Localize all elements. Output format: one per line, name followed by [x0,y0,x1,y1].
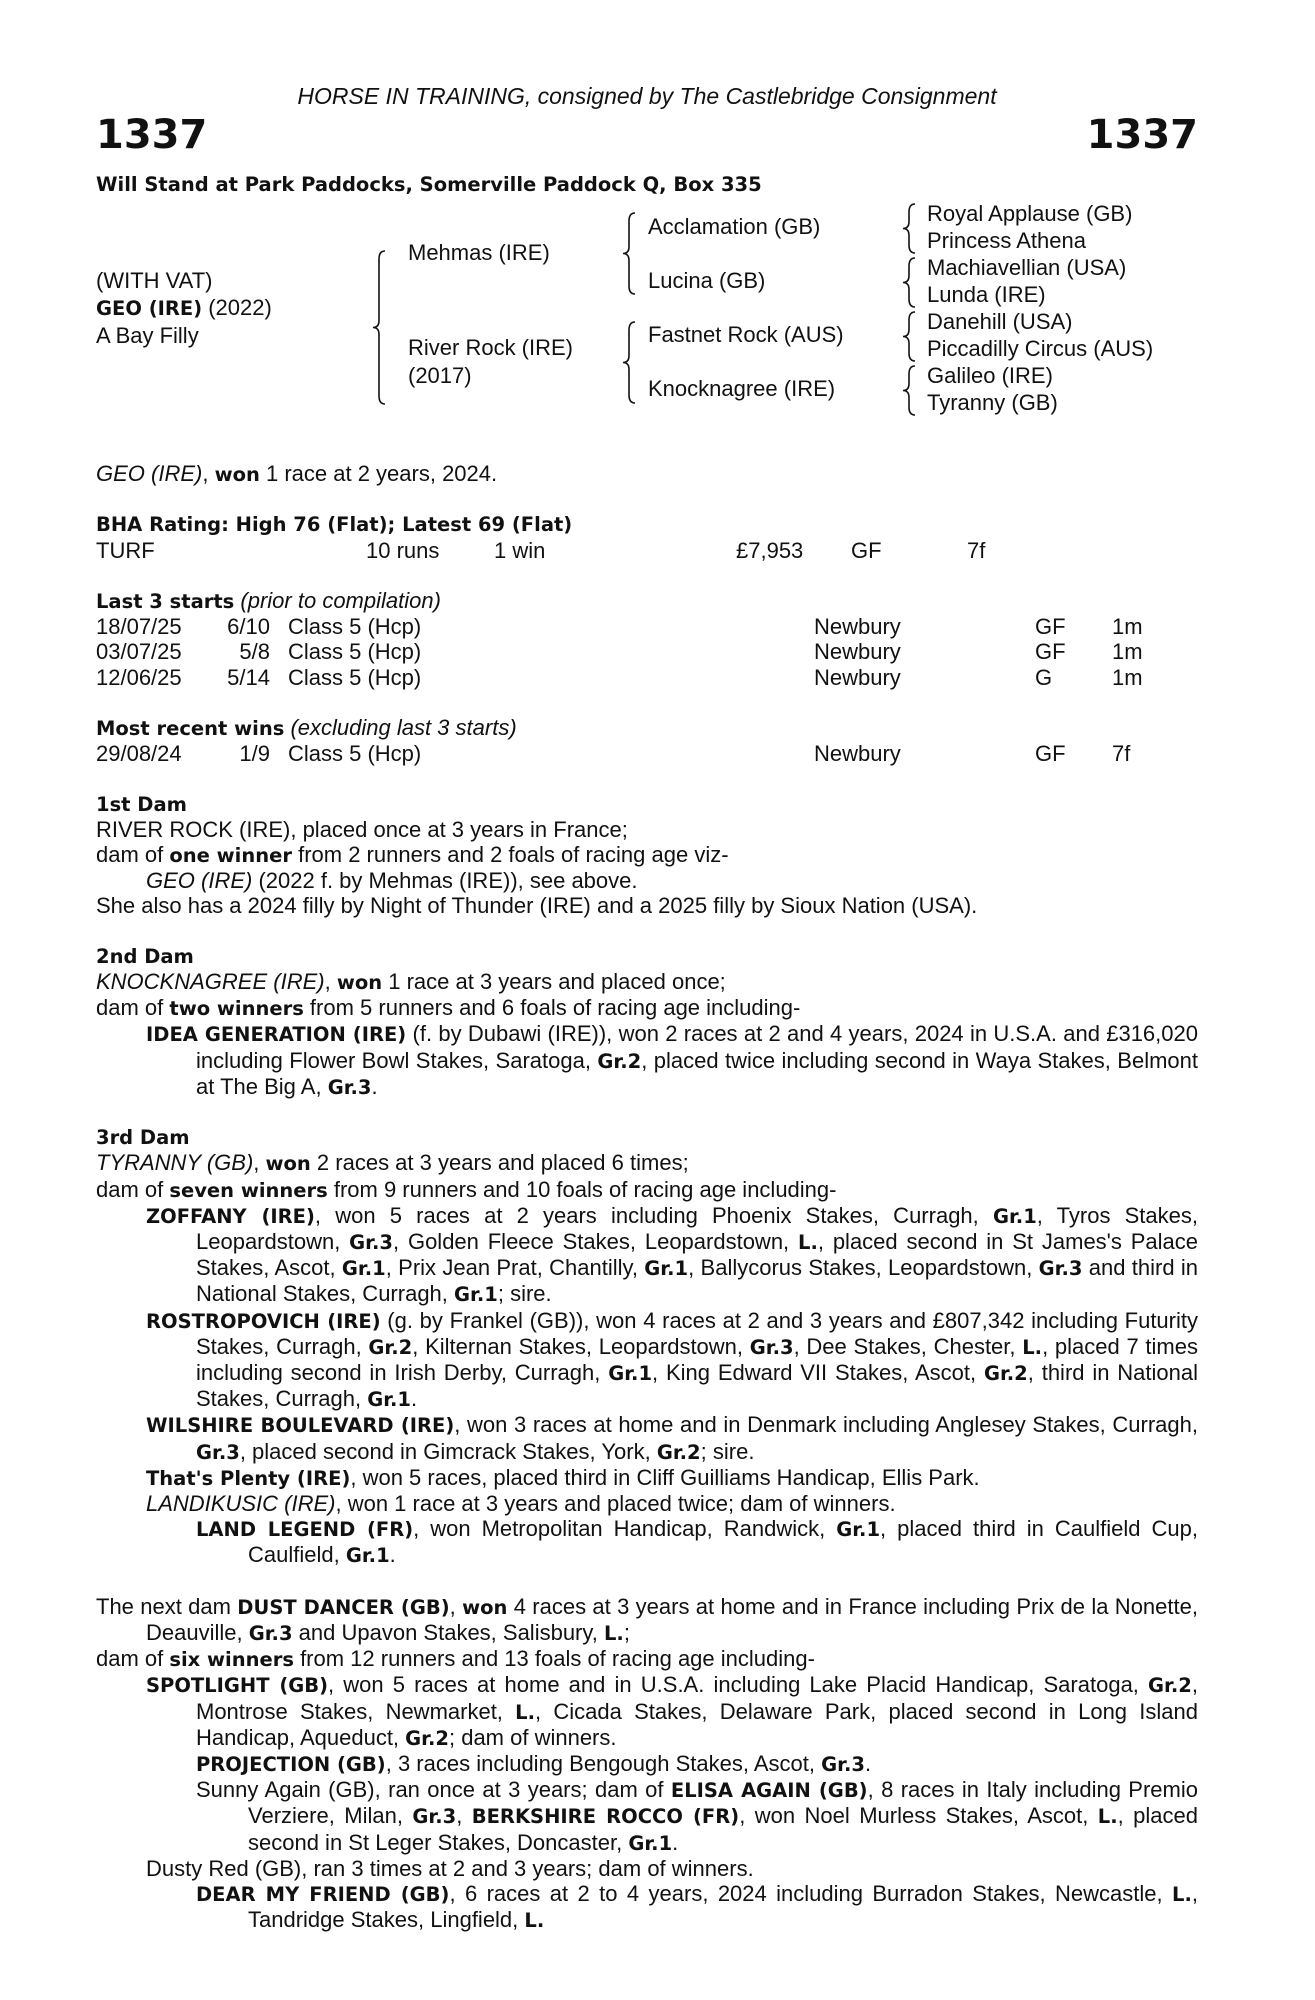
race-pos: 5/14 [227,664,270,690]
progeny-entry [96,1856,1198,1881]
emphasis-text: BERKSHIRE ROCCO (FR) [471,1805,740,1829]
dam-paragraph [96,893,1198,918]
text-run: , 3 races including Bengough Stakes, Ascot, [385,1750,822,1776]
emphasis-text: PROJECTION (GB) [196,1752,386,1776]
text-run: , [449,1593,463,1619]
emphasis-text: L. [515,1700,536,1724]
surface: TURF [96,537,155,563]
race-distance: 1m [1112,639,1143,665]
emphasis-text: That's Plenty (IRE) [146,1466,351,1490]
horse-description: A Bay Filly [96,323,199,348]
text-run: , Cicada Stakes, Delaware Park, placed second in Long Island Handicap, Aqueduct, [196,1698,1198,1750]
progeny-entry [96,1777,1198,1856]
text-run: , won Noel Murless Stakes, Ascot, [739,1803,1098,1829]
emphasis-text: Gr.2 [656,1440,701,1464]
text-run: 2 races at 3 years and placed 6 times; [310,1150,689,1176]
sire-line-brace-icon [623,212,635,295]
grandparent: Fastnet Rock (AUS) [648,322,844,347]
text-run: , placed twice including second in Waya Stakes, Belmont at The Big A, [196,1047,1198,1099]
emphasis-text: Gr.2 [368,1335,413,1359]
vat-note: (WITH VAT) [96,268,213,293]
emphasis-text: Gr.3 [1038,1257,1083,1281]
race-row [96,665,1198,690]
progeny-entry [96,1491,1198,1516]
emphasis-text: ZOFFANY (IRE) [146,1204,315,1228]
last-starts-heading [96,588,1198,614]
heading-note: (prior to compilation) [234,587,441,613]
text-run: GEO (IRE) [146,868,253,894]
race-pos: 1/9 [239,741,270,767]
race-date: 18/07/25 [96,614,182,640]
text-run: She also has a 2024 filly by Night of Thunder (IRE) and a 2025 filly by Sioux Nation (USA). [96,893,978,919]
great-grandparent: Galileo (IRE) [927,363,1053,388]
great-grandparent: Princess Athena [927,228,1086,253]
recent-wins-heading [96,715,1198,741]
text-run: 1 race at 3 years and placed once; [382,968,726,994]
progeny-entry [96,1203,1198,1308]
emphasis-text: L. [524,1909,545,1933]
text-run: , Kilternan Stakes, Leopardstown, [412,1333,750,1359]
text-run: . [371,1073,378,1099]
distance: 7f [967,537,986,563]
race-course: Newbury [814,614,901,640]
dam-paragraph [96,842,1198,868]
text-run: , [202,461,215,486]
emphasis-text: Gr.2 [597,1049,642,1073]
emphasis-text: Gr.3 [196,1440,240,1464]
text-run: Sunny Again (GB), ran once at 3 years; dam of [196,1777,671,1803]
emphasis-text: IDEA GENERATION (IRE) [146,1023,407,1047]
emphasis-text: Gr.2 [1148,1674,1192,1698]
text-run: LANDIKUSIC (IRE) [146,1490,336,1516]
emphasis-text: Gr.1 [454,1283,498,1307]
text-run: from 5 runners and 6 foals of racing age including- [303,995,801,1021]
race-race: Class 5 (Hcp) [288,664,422,690]
dam-paragraph [96,817,1198,842]
text-run: , won 5 races, placed third in Cliff Guilliams Handicap, Ellis Park. [350,1464,980,1490]
emphasis-text: won [336,970,383,994]
emphasis-text: L. [1022,1335,1043,1359]
race-distance: 1m [1112,614,1143,640]
text-run: , Prix Jean Prat, Chantilly, [385,1255,645,1281]
lot-number-right: 1337 [1086,112,1198,158]
text-run: TYRANNY (GB) [96,1150,254,1176]
text-run: , placed 7 times including second in Irish Derby, Curragh, [196,1333,1198,1385]
runs: 10 runs [366,537,440,563]
progeny-entry [96,1751,1198,1777]
text-run: KNOCKNAGREE (IRE) [96,968,325,994]
race-row [96,639,1198,664]
emphasis-text: WILSHIRE BOULEVARD (IRE) [146,1414,455,1438]
text-run: , placed second in St James's Palace Stakes, Ascot, [196,1228,1198,1281]
great-grandparent: Machiavellian (USA) [927,255,1127,280]
dam-line-brace-icon [623,321,635,404]
emphasis-text: won [462,1595,508,1619]
emphasis-text: Gr.3 [749,1335,794,1359]
emphasis-text: L. [798,1230,818,1254]
grandparent: Knocknagree (IRE) [648,376,836,401]
text-run: , won 3 races at home and in Denmark including Anglesey Stakes, Curragh, [454,1412,1198,1438]
text-run: , won Metropolitan Handicap, Randwick, [413,1516,837,1542]
race-going: GF [1035,639,1066,665]
emphasis-text: Gr.1 [608,1361,653,1385]
race-row [96,614,1198,639]
text-run: , won 5 races at 2 years including Phoenix Stakes, Curragh, [314,1202,993,1228]
emphasis-text: Gr.1 [367,1388,412,1412]
text-run: dam of [96,1176,170,1202]
emphasis-text: won [214,463,260,486]
third-dam-section [96,1150,1198,1568]
emphasis-text: won [265,1152,311,1176]
wins: 1 win [494,537,546,563]
emphasis-text: Gr.1 [628,1831,673,1855]
text-run: , [324,968,337,994]
dam-paragraph [96,1594,1198,1646]
text-run: ; sire. [497,1281,552,1307]
dam-paragraph [96,969,1198,995]
progeny-entry [96,868,1198,893]
grandparent: Lucina (GB) [648,268,766,293]
horse-name-line [96,295,272,322]
progeny-entry [96,1516,1198,1568]
emphasis-text: ROSTROPOVICH (IRE) [146,1309,381,1333]
race-course: Newbury [814,639,901,665]
text-run: and Upavon Stakes, Salisbury, [292,1619,604,1645]
emphasis-text: SPOTLIGHT (GB) [146,1674,329,1698]
emphasis-text: Gr.3 [327,1075,372,1099]
text-run: The next dam [96,1593,238,1619]
next-dam-section [96,1594,1198,1934]
progeny-entry [96,1672,1198,1751]
emphasis-text: Gr.2 [983,1361,1028,1385]
text-run: from 12 runners and 13 foals of racing age including- [293,1646,815,1672]
text-run: , [253,1150,266,1176]
emphasis-text: six winners [169,1648,294,1672]
sire-dam-brace-icon [373,250,385,405]
emphasis-text: seven winners [169,1178,328,1202]
great-grandparent: Lunda (IRE) [927,282,1046,307]
text-run: ; sire. [700,1438,755,1464]
race-going: GF [1035,741,1066,767]
race-race: Class 5 (Hcp) [288,741,422,767]
emphasis-text: L. [1172,1882,1192,1906]
text-run: from 9 runners and 10 foals of racing age including- [327,1176,837,1202]
grandparent: Acclamation (GB) [648,214,821,239]
text-run: , won 1 race at 3 years and placed twice; dam of winners. [335,1490,896,1516]
going: GF [851,537,882,563]
race-date: 12/06/25 [96,664,182,690]
race-pos: 6/10 [227,614,270,640]
great-grandparent: Royal Applause (GB) [927,201,1133,226]
text-run: Dusty Red (GB), ran 3 times at 2 and 3 years; dam of winners. [146,1855,754,1881]
text-run: 1 race at 2 years, 2024. [259,461,498,486]
bha-rating: BHA Rating: High 76 (Flat); Latest 69 (Flat) [96,513,573,537]
emphasis-text: Gr.1 [345,1544,390,1568]
first-dam-heading: 1st Dam [96,792,187,816]
emphasis-text: ELISA AGAIN (GB) [670,1779,868,1803]
heading-note: (excluding last 3 starts) [284,714,517,740]
emphasis-text: Gr.1 [836,1518,881,1542]
stand-location: Will Stand at Park Paddocks, Somerville Paddock Q, Box 335 [96,173,762,196]
emphasis-text: Gr.1 [341,1257,386,1281]
emphasis-text: Gr.3 [349,1230,393,1254]
text-run: , 6 races at 2 to 4 years, 2024 including Burradon Stakes, Newcastle, [449,1880,1173,1906]
text-run: . [389,1542,396,1568]
emphasis-text: one winner [169,843,292,867]
race-race: Class 5 (Hcp) [288,639,422,665]
emphasis-text: Gr.3 [248,1621,293,1645]
progeny-entry [96,1021,1198,1100]
catalogue-body [96,461,1198,1933]
second-dam-heading: 2nd Dam [96,944,194,968]
heading-text: Most recent wins [96,716,285,740]
progeny-entry [96,1465,1198,1491]
race-row [96,741,1198,766]
race-course: Newbury [814,664,901,690]
text-run: GEO (IRE) [96,461,203,486]
text-run: , 8 races in Italy including Premio Verziere, Milan, [248,1777,1198,1829]
dam-paragraph [96,995,1198,1021]
text-run: RIVER ROCK (IRE), placed once at 3 years in France; [96,816,628,842]
progeny-entry [96,1412,1198,1464]
text-run: , placed second in Gimcrack Stakes, York, [239,1438,657,1464]
emphasis-text: DEAR MY FRIEND (GB) [196,1882,450,1906]
ancestor-brace-icon [903,365,915,416]
text-run: (2022 f. by Mehmas (IRE)), see above. [252,868,638,894]
race-summary [96,461,1198,487]
text-run: , Tyros Stakes, Leopardstown, [196,1202,1198,1254]
emphasis-text: two winners [169,997,304,1021]
text-run: . [864,1750,872,1776]
first-dam-section [96,817,1198,919]
emphasis-text: Gr.1 [992,1204,1037,1228]
race-race: Class 5 (Hcp) [288,614,422,640]
ancestor-brace-icon [903,257,915,308]
emphasis-text: L. [1097,1805,1118,1829]
text-run: dam of [96,841,170,867]
progeny-entry [96,1881,1198,1933]
text-run: . [411,1386,418,1412]
emphasis-text: DUST DANCER (GB) [237,1595,450,1619]
race-pos: 5/8 [239,639,270,665]
text-run: dam of [96,995,170,1021]
text-run: , Dee Stakes, Chester, [793,1333,1023,1359]
turf-record-row [96,538,1198,563]
dam-paragraph [96,1646,1198,1672]
dam-paragraph [96,1150,1198,1176]
race-going: GF [1035,614,1066,640]
text-run: , Tandridge Stakes, Lingfield, [248,1880,1198,1933]
text-run: , Ballycorus Stakes, Leopardstown, [688,1255,1039,1281]
text-run: ; [623,1619,630,1645]
second-dam-section [96,969,1198,1100]
emphasis-text: L. [603,1621,624,1645]
race-date: 03/07/25 [96,639,182,665]
text-run: , [456,1803,472,1829]
emphasis-text: LAND LEGEND (FR) [196,1518,414,1542]
great-grandparent: Tyranny (GB) [927,390,1058,415]
great-grandparent: Danehill (USA) [927,309,1073,334]
race-going: G [1035,664,1053,690]
emphasis-text: Gr.3 [412,1805,457,1829]
emphasis-text: Gr.2 [405,1726,449,1750]
text-run: , King Edward VII Stakes, Ascot, [652,1359,984,1385]
text-run: , placed second in St Leger Stakes, Doncaster, [248,1803,1198,1855]
heading-text: Last 3 starts [96,589,235,613]
text-run: 4 races at 3 years at home and in France including Prix de la Nonette, Deauville, [146,1593,1198,1645]
text-run: , third in National Stakes, Curragh, [196,1359,1198,1412]
text-run: , Montrose Stakes, Newmarket, [196,1672,1198,1724]
text-run: , won 5 races at home and in U.S.A. including Lake Placid Handicap, Saratoga, [328,1672,1149,1698]
horse-name: GEO (IRE) [96,297,203,320]
race-date: 29/08/24 [96,741,182,767]
ancestor-brace-icon [903,203,915,254]
text-run: , Golden Fleece Stakes, Leopardstown, [393,1228,799,1254]
sire: Mehmas (IRE) [408,240,550,265]
text-run: from 2 runners and 2 foals of racing age viz- [291,841,729,867]
dam: River Rock (IRE) [408,335,574,360]
emphasis-text: Gr.1 [644,1257,689,1281]
progeny-entry [96,1308,1198,1413]
dam-paragraph [96,1177,1198,1203]
horse-year: (2022) [208,295,272,320]
text-run: ; dam of winners. [448,1724,617,1750]
catalogue-heading: HORSE IN TRAINING, consigned by The Castlebridge Consignment [297,83,997,109]
lot-number-left: 1337 [96,112,208,158]
race-distance: 1m [1112,664,1143,690]
text-run: and third in National Stakes, Curragh, [196,1255,1199,1307]
third-dam-heading: 3rd Dam [96,1126,190,1150]
race-course: Newbury [814,741,901,767]
dam-year: (2017) [408,363,472,388]
ancestor-brace-icon [903,311,915,362]
earnings: £7,953 [736,537,804,563]
text-run: , placed third in Caulfield Cup, Caulfield, [248,1516,1198,1568]
text-run: dam of [96,1646,170,1672]
text-run: (g. by Frankel (GB)), won 4 races at 2 and 3 years and £807,342 including Futurity Stakes, Curragh, [196,1307,1198,1359]
text-run: (f. by Dubawi (IRE)), won 2 races at 2 and 4 years, 2024 in U.S.A. and £316,020 including Flower Bowl Stakes, Saratoga, [196,1021,1198,1073]
race-distance: 7f [1112,741,1131,767]
great-grandparent: Piccadilly Circus (AUS) [927,336,1154,361]
text-run: . [672,1829,679,1855]
emphasis-text: Gr.3 [821,1752,865,1776]
